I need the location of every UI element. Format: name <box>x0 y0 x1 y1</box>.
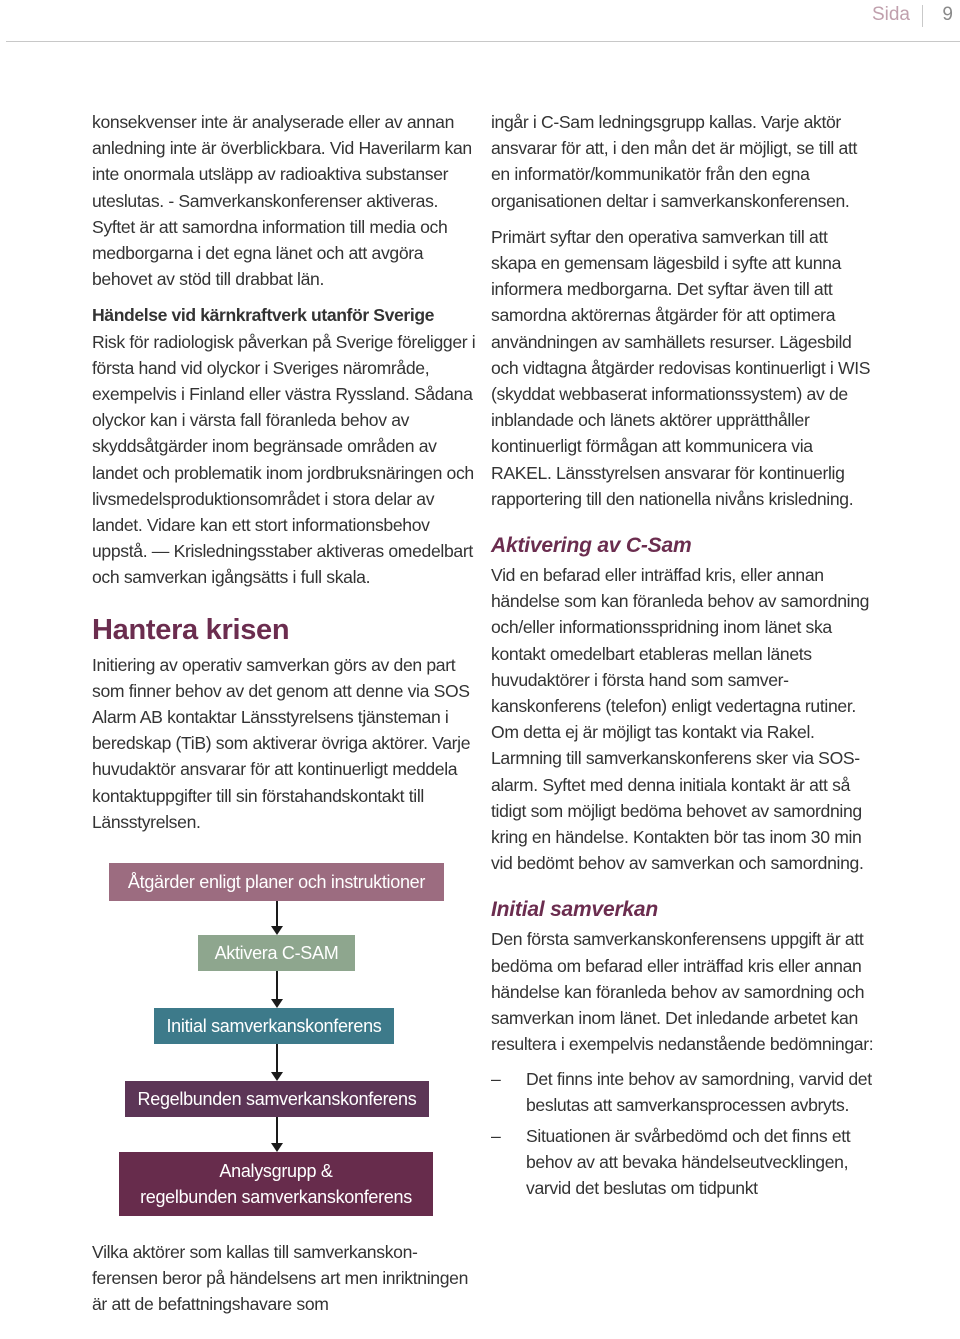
page-number: 9 <box>942 4 953 25</box>
flow-step-3: Initial samverkanskonferens <box>154 1008 394 1044</box>
heading-initial-samverkan: Initial samverkan <box>491 898 659 922</box>
assessment-list <box>491 1066 876 1202</box>
flow-step-5 <box>119 1152 433 1216</box>
flow-step-4: Regelbunden samverkanskonferens <box>125 1081 429 1117</box>
flow-arrowhead-4 <box>271 1143 283 1152</box>
flow-arrow-1 <box>276 901 278 928</box>
flow-arrow-3 <box>276 1044 278 1073</box>
list-item-text: Det finns inte behov av samordning, varvid det beslutas att samverkansprocessen avbryts. <box>526 1068 872 1115</box>
right-paragraph-1: ingår i C-Sam ledningsgrupp kallas. Varje aktör ansvarar för att, i den mån det är möjligt, se till att en informatör/kommunikatör från den egna organisationen deltar i samverkanskonferensen. <box>491 112 858 211</box>
list-item <box>491 1123 876 1202</box>
subheading-nuclear-abroad: Händelse vid kärnkraftverk utanför Sverige <box>92 305 435 326</box>
heading-aktivering: Aktivering av C-Sam <box>491 534 692 558</box>
dash-marker: – <box>491 1125 501 1146</box>
flow-arrowhead-3 <box>271 1072 283 1081</box>
right-column <box>491 109 876 1207</box>
flow-step-5-line2: regelbunden samverkanskonferens <box>140 1187 412 1208</box>
aktivering-paragraph: Vid en befarad eller inträffad kris, eller annan händelse som kan föranleda behov av samordning och/eller informationsspridning inom länet ska kontakt omedelbart etableras mellan länets huvudaktörer i första hand som samverkanskonferens (telefon) enligt vedertagna rutiner. Om detta ej är möjligt tas kontakt via Rakel. Larmning till samverkanskonferens sker via SOS-alarm. Syftet med denna initiala kontakt är att så tidigt som möjligt bedöma behovet av samordning kring en händelse. Kontakten bör tas inom 30 min vid bedömt behov av samverkan och samordning. <box>491 565 870 874</box>
flow-step-1: Åtgärder enligt planer och instruktioner <box>109 863 444 901</box>
heading-hantera-krisen: Hantera krisen <box>92 613 290 646</box>
list-item-text: Situationen är svårbedömd och det finns ett behov av att bevaka händelseutvecklingen, varvid det beslutas om tidpunkt <box>526 1125 851 1199</box>
page-number-divider <box>922 5 923 27</box>
subheading-paragraph: Risk för radiologisk påverkan på Sverige föreligger i första hand vid olyckor i Sveriges närområde, exempelvis i Finland eller västra Ryssland. Sådana olyckor kan i värsta fall föranleda behov av skyddsåtgärder inom begränsade områden av landet och problematik inom jordbruksnäringen och livsmedelsproduktionsområdet i stora delar av landet. Vidare kan ett stort informationsbehov uppstå. — Krisledningsstaber aktiveras omedelbart och samverkan igångsätts i full skala. <box>92 331 476 588</box>
dash-marker: – <box>491 1068 501 1089</box>
flow-arrow-4 <box>276 1117 278 1144</box>
left-column <box>92 109 477 1318</box>
list-item <box>491 1066 876 1118</box>
flow-step-2: Aktivera C-SAM <box>198 935 355 971</box>
process-flowchart <box>92 863 477 1239</box>
header-rule <box>6 41 960 42</box>
flow-arrowhead-2 <box>271 999 283 1008</box>
flow-arrow-2 <box>276 971 278 1000</box>
flow-step-5-line1: Analysgrupp & <box>219 1161 333 1182</box>
flow-arrowhead-1 <box>271 926 283 935</box>
right-paragraph-2: Primärt syftar den operativa samverkan till att skapa en gemensam lägesbild i syfte att kunna informera medborgarna. Det syftar även till att samordna aktörernas åtgärder för att optimera användningen av samhällets resurser. Lägesbild och vidtagna åtgärder redovisas kontinuerligt i WIS (skyddat webbaserat informationssystem) av de inblandade och länets aktörer upprätthåller kontinuerligt förmågan att kommunicera via RAKEL. Länsstyrelsen ansvarar för kontinuerlig rapportering till den nationella nivåns krisledning. <box>491 226 871 509</box>
page-label: Sida <box>871 4 910 25</box>
hantera-paragraph: Initiering av operativ samverkan görs av den part som finner behov av det genom att denne via SOS Alarm AB kontaktar Länsstyrelsens tjänsteman i beredskap (TiB) som aktiverar övriga aktörer. Varje huvudaktör ansvarar för att kontinuerligt meddela kontaktuppgifter till sin förstahandskontakt till Länsstyrelsen. <box>92 654 471 832</box>
initial-samverkan-paragraph: Den första samverkanskonferensens uppgift är att bedöma om befarad eller inträffad kris eller annan händelse kan föranleda behov av samordning och samverkan inom länet. Det inledande arbetet kan resultera i exempelvis nedanstående bedömningar: <box>491 929 874 1055</box>
outro-paragraph: Vilka aktörer som kallas till samverkanskonferensen beror på händelsens art men inriktningen är att de befattningshavare som <box>92 1242 469 1315</box>
intro-paragraph: konsekvenser inte är analyserade eller av annan anledning inte är överblickbara. Vid Haverilarm kan inte onormala utsläpp av radioaktiva substanser uteslutas. - Samverkanskonferenser aktiveras. Syftet är att samordna information till media och medborgarna i det egna länet och att avgöra behovet av stöd till drabbat län. <box>92 112 472 290</box>
